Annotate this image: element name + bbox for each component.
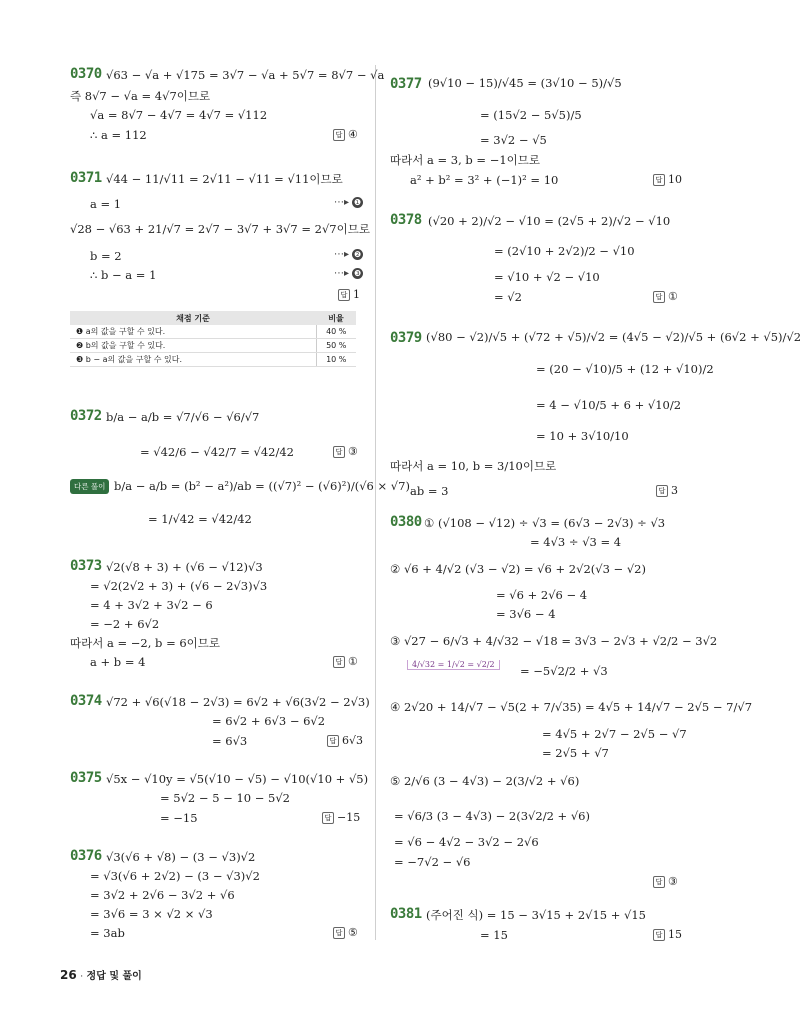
solution-line: = (20 − √10)/5 + (12 + √10)/2 — [536, 362, 714, 376]
ratio-header: 비율 — [316, 311, 356, 325]
answer: 답 ③ — [653, 875, 678, 888]
answer-icon: 답 — [327, 735, 339, 747]
step-marker: ⋯▸ ❶ — [334, 197, 362, 208]
solution-line: = √2 — [494, 290, 522, 304]
solution-line: ab = 3 — [410, 484, 449, 498]
solution-line: = −15 — [160, 811, 198, 825]
solution-line: b = 2 — [90, 249, 122, 263]
solution-line: ∴ b − a = 1 — [90, 268, 157, 282]
answer: 답 ① — [333, 655, 358, 668]
page-number: 26 — [60, 968, 77, 982]
answer-icon: 답 — [653, 876, 665, 888]
solution-line: = √10 + √2 − √10 — [494, 270, 600, 284]
solution-line: ④ 2√20 + 14/√7 − √5(2 + 7/√35) = 4√5 + 14/√7 − 2√5 − 7/√7 — [390, 700, 753, 714]
solution-line: = √2(2√2 + 3) + (√6 − 2√3)√3 — [90, 579, 268, 593]
problem-number: 0378 — [390, 212, 422, 228]
problem-number: 0376 — [70, 848, 102, 864]
solution-line: = 3√6 = 3 × √2 × √3 — [90, 907, 213, 921]
solution-line: = −7√2 − √6 — [394, 855, 471, 869]
solution-line: = √42/6 − √42/7 = √42/42 — [140, 445, 294, 459]
column-divider — [375, 65, 376, 940]
solution-line: = 6√3 — [212, 734, 248, 748]
solution-line: √2(√8 + 3) + (√6 − √12)√3 — [106, 560, 263, 574]
solution-line: (주어진 식) = 15 − 3√15 + 2√15 + √15 — [426, 908, 647, 922]
problem-number: 0379 — [390, 330, 422, 346]
solution-line: = −2 + 6√2 — [90, 617, 160, 631]
solution-line: (√80 − √2)/√5 + (√72 + √5)/√2 = (4√5 − √2)/√5 + (6√2 + √5)/√2 — [426, 330, 801, 344]
solution-line: ③ √27 − 6/√3 + 4/√32 − √18 = 3√3 − 2√3 + √2/2 − 3√2 — [390, 634, 718, 648]
solution-line: √44 − 11/√11 = 2√11 − √11 = √11이므로 — [106, 172, 343, 186]
problem-number: 0380 — [390, 514, 422, 530]
solution-line: √63 − √a + √175 = 3√7 − √a + 5√7 = 8√7 − √a — [106, 68, 385, 82]
solution-line: = √6 − 4√2 − 3√2 − 2√6 — [394, 835, 539, 849]
answer: 답 10 — [653, 173, 682, 186]
solution-line: = 4√3 ÷ √3 = 4 — [530, 535, 622, 549]
solution-line: = √3(√6 + 2√2) − (3 − √3)√2 — [90, 869, 260, 883]
solution-line: = 4 − √10/5 + 6 + √10/2 — [536, 398, 682, 412]
answer-icon: 답 — [333, 656, 345, 668]
problem-number: 0370 — [70, 66, 102, 82]
solution-line: ① (√108 − √12) ÷ √3 = (6√3 − 2√3) ÷ √3 — [424, 516, 666, 530]
solution-line: = 6√2 + 6√3 − 6√2 — [212, 714, 326, 728]
hint-note: 4/√32 = 1/√2 = √2/2 — [407, 660, 500, 670]
answer-icon: 답 — [653, 291, 665, 303]
solution-line: √28 − √63 + 21/√7 = 2√7 − 3√7 + 3√7 = 2√7이므로 — [70, 222, 370, 236]
solution-line: = √6 + 2√6 − 4 — [496, 588, 588, 602]
alternate-solution-tag: 다른 풀이 — [70, 479, 109, 494]
problem-number: 0381 — [390, 906, 422, 922]
table-row: ❸ b − a의 값을 구할 수 있다. 10 % — [70, 353, 356, 367]
footer-separator: · — [80, 972, 84, 982]
answer-icon: 답 — [653, 174, 665, 186]
solution-line: = (2√10 + 2√2)/2 − √10 — [494, 244, 635, 258]
solution-line: = √6/3 (3 − 4√3) − 2(3√2/2 + √6) — [394, 809, 590, 823]
solution-line: 즉 8√7 − √a = 4√7이므로 — [70, 89, 211, 103]
solution-line: √a = 8√7 − 4√7 = 4√7 = √112 — [90, 108, 268, 122]
problem-number: 0371 — [70, 170, 102, 186]
answer-icon: 답 — [653, 929, 665, 941]
criteria-header: 채점 기준 — [70, 311, 316, 325]
solution-line: a = 1 — [90, 197, 122, 211]
solution-line: ∴ a = 112 — [90, 128, 147, 142]
answer: 답 ③ — [333, 445, 358, 458]
page-footer — [60, 967, 142, 982]
solution-line: a² + b² = 3² + (−1)² = 10 — [410, 173, 559, 187]
problem-number: 0374 — [70, 693, 102, 709]
solution-line: b/a − a/b = (b² − a²)/ab = ((√7)² − (√6)²)/(√6 × √7) — [114, 479, 410, 493]
solution-line: = −5√2/2 + √3 — [520, 664, 608, 678]
grading-criteria-table — [70, 311, 356, 367]
solution-line: 따라서 a = 10, b = 3/10이므로 — [390, 459, 557, 473]
footer-title: 정답 및 풀이 — [86, 971, 142, 982]
solution-line: (9√10 − 15)/√45 = (3√10 − 5)/√5 — [428, 76, 622, 90]
solution-line: √72 + √6(√18 − 2√3) = 6√2 + √6(3√2 − 2√3) — [106, 695, 370, 709]
step-marker: ⋯▸ ❷ — [334, 249, 362, 260]
solution-line: = 3√2 + 2√6 − 3√2 + √6 — [90, 888, 235, 902]
solution-line: = 3√6 − 4 — [496, 607, 556, 621]
solution-line: b/a − a/b = √7/√6 − √6/√7 — [106, 410, 260, 424]
problem-number: 0373 — [70, 558, 102, 574]
answer: 답 ⑤ — [333, 926, 358, 939]
solution-line: a + b = 4 — [90, 655, 146, 669]
answer-icon: 답 — [338, 289, 350, 301]
solution-line: (√20 + 2)/√2 − √10 = (2√5 + 2)/√2 − √10 — [428, 214, 671, 228]
answer-icon: 답 — [333, 129, 345, 141]
table-row: ❷ b의 값을 구할 수 있다. 50 % — [70, 339, 356, 353]
solution-line: = (15√2 − 5√5)/5 — [480, 108, 582, 122]
step-marker: ⋯▸ ❸ — [334, 268, 362, 279]
answer: 답 ④ — [333, 128, 358, 141]
solution-line: = 3ab — [90, 926, 125, 940]
answer-icon: 답 — [656, 485, 668, 497]
answer: 답 ① — [653, 290, 678, 303]
answer: 답 1 — [338, 288, 360, 301]
answer: 답 6√3 — [327, 734, 363, 747]
solution-line: = 4 + 3√2 + 3√2 − 6 — [90, 598, 213, 612]
answer-icon: 답 — [333, 927, 345, 939]
solution-line: √5x − √10y = √5(√10 − √5) − √10(√10 + √5) — [106, 772, 369, 786]
answer-icon: 답 — [322, 812, 334, 824]
solution-line: ⑤ 2/√6 (3 − 4√3) − 2(3/√2 + √6) — [390, 774, 580, 788]
answer-icon: 답 — [333, 446, 345, 458]
solution-line: = 1/√42 = √42/42 — [148, 512, 252, 526]
solution-line: = 3√2 − √5 — [480, 133, 547, 147]
solution-line: 따라서 a = −2, b = 6이므로 — [70, 636, 221, 650]
solution-line: = 5√2 − 5 − 10 − 5√2 — [160, 791, 291, 805]
problem-number: 0372 — [70, 408, 102, 424]
answer: 답 3 — [656, 484, 678, 497]
problem-number: 0377 — [390, 76, 422, 92]
solution-line: = 15 — [480, 928, 508, 942]
solution-line: = 2√5 + √7 — [542, 746, 609, 760]
solution-line: = 4√5 + 2√7 − 2√5 − √7 — [542, 727, 687, 741]
solution-line: = 10 + 3√10/10 — [536, 429, 629, 443]
solution-line: √3(√6 + √8) − (3 − √3)√2 — [106, 850, 256, 864]
answer: 답 −15 — [322, 811, 360, 824]
answer: 답 15 — [653, 928, 682, 941]
table-row: ❶ a의 값을 구할 수 있다. 40 % — [70, 325, 356, 339]
solution-line: 따라서 a = 3, b = −1이므로 — [390, 153, 541, 167]
solution-line: ② √6 + 4/√2 (√3 − √2) = √6 + 2√2(√3 − √2) — [390, 562, 646, 576]
problem-number: 0375 — [70, 770, 102, 786]
